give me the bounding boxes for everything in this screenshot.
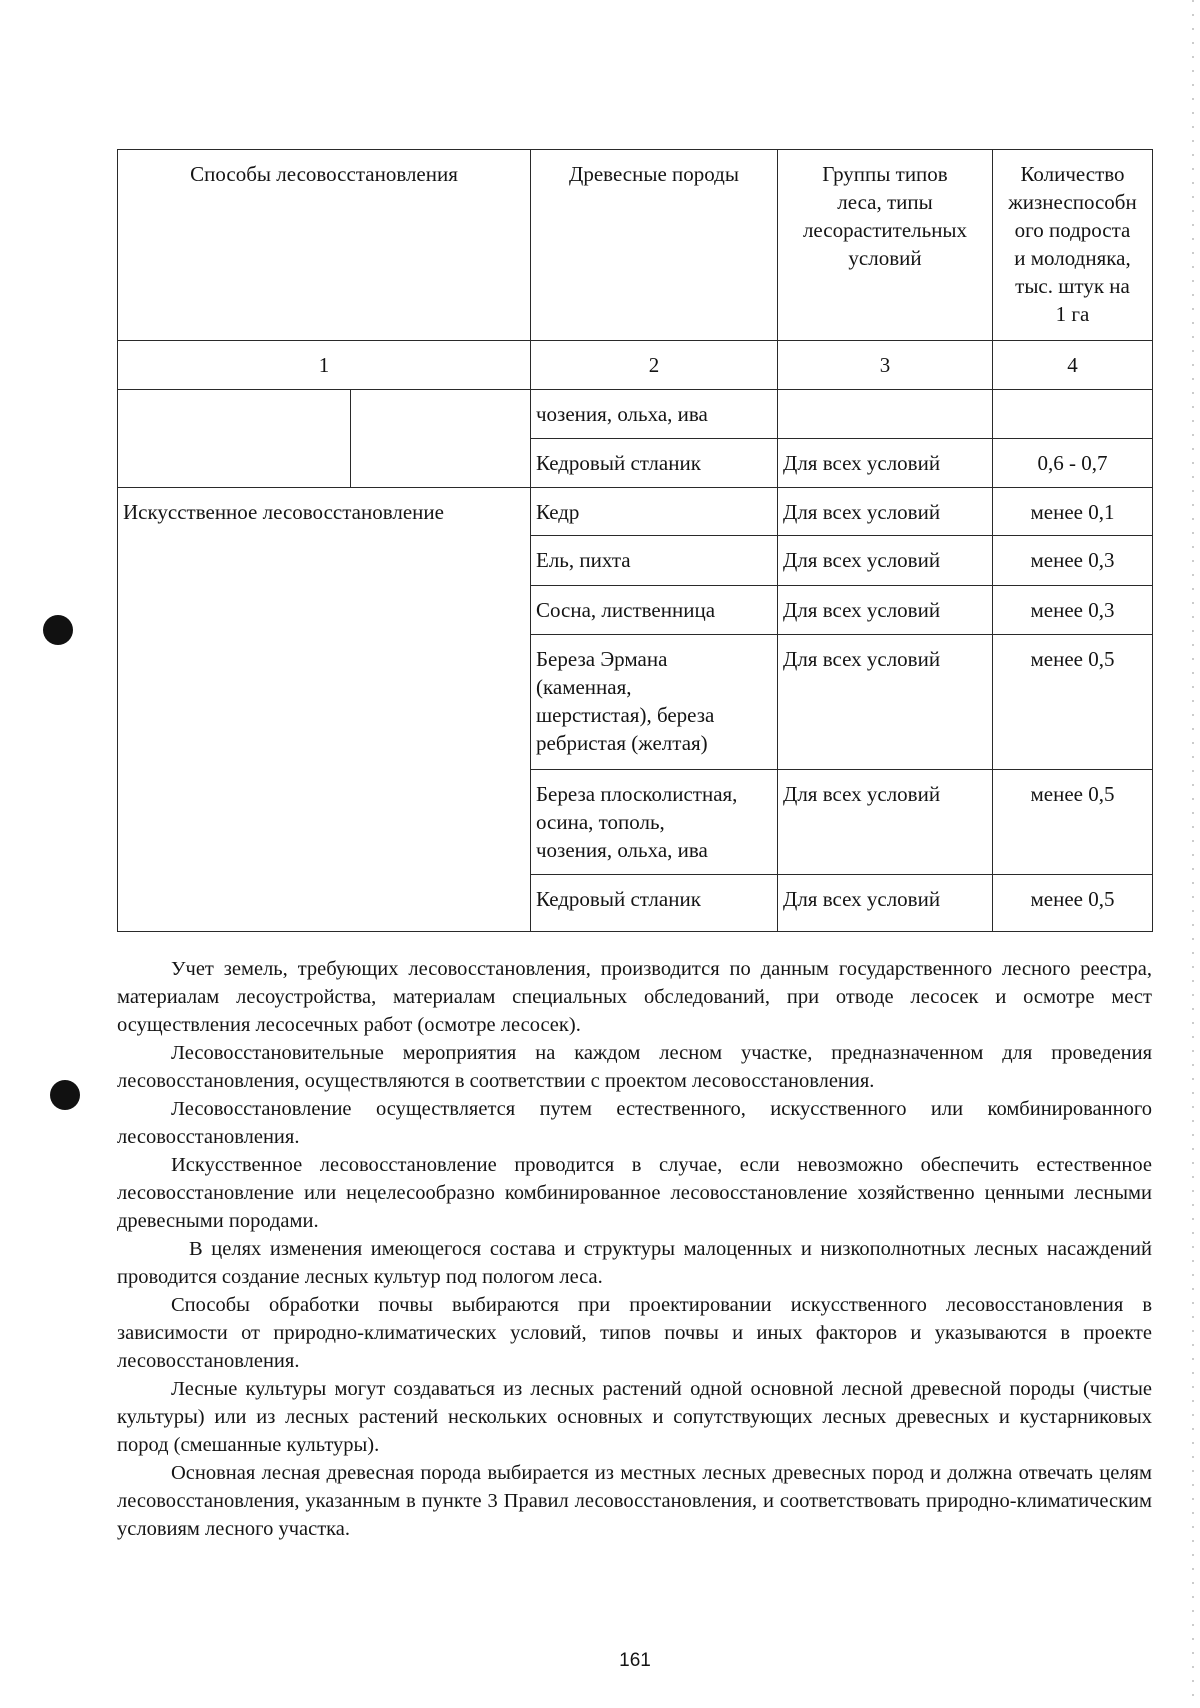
paragraph: Учет земель, требующих лесовосстановления, производится по данным государственного лесного реестра, материалам лесоустройства, материалам специальных обследований, при отводе лесосек и осмотре мест осуществления лесосечных работ (осмотре лесосек). [117,958,1152,1036]
header-methods: Способы лесовосстановления [118,150,531,341]
method-cell: Искусственное лесовосстановление [118,488,531,932]
conditions-cell: Для всех условий [778,770,993,875]
paragraph: Лесовосстановление осуществляется путем естественного, искусственного или комбинированного лесовосстановления. [117,1098,1152,1148]
quantity-cell [993,390,1153,439]
species-cell: Ель, пихта [531,536,778,586]
species-cell: Береза Эрмана (каменная, шерстистая), береза ребристая (желтая) [531,635,778,770]
conditions-cell [778,390,993,439]
quantity-cell: менее 0,5 [993,875,1153,932]
table-header-row [118,150,1153,341]
paragraph: Лесные культуры могут создаваться из лесных растений одной основной лесной древесной породы (чистые культуры) или из лесных растений нескольких основных и сопутствующих лесных древесных и кустарниковых пород (смешанные культуры). [117,1378,1152,1456]
paragraph: Основная лесная древесная порода выбирается из местных лесных древесных пород и должна отвечать целям лесовосстановления, указанным в пункте 3 Правил лесовосстановления, и соответствовать природно-климатическим условиям лесного участка. [117,1462,1152,1540]
quantity-cell: менее 0,1 [993,488,1153,536]
quantity-cell: менее 0,3 [993,536,1153,586]
species-cell: Кедровый стланик [531,875,778,932]
species-cell: чозения, ольха, ива [531,390,778,439]
conditions-cell: Для всех условий [778,875,993,932]
body-text [117,955,1152,1543]
quantity-cell: менее 0,5 [993,770,1153,875]
reforestation-table [117,149,1153,932]
conditions-cell: Для всех условий [778,536,993,586]
quantity-cell: 0,6 - 0,7 [993,439,1153,488]
scan-edge-marks [1192,0,1194,1708]
species-cell: Береза плосколистная, осина, тополь, чозения, ольха, ива [531,770,778,875]
empty-cell [351,390,531,488]
species-cell: Сосна, лиственница [531,586,778,635]
species-cell: Кедр [531,488,778,536]
header-species: Древесные породы [531,150,778,341]
conditions-cell: Для всех условий [778,439,993,488]
column-number: 4 [993,341,1153,390]
punch-hole [50,1080,80,1110]
table-number-row [118,341,1153,390]
header-forest-types: Группы типов леса, типы лесорастительных условий [778,150,993,341]
punch-hole [43,615,73,645]
paragraph: Лесовосстановительные мероприятия на каждом лесном участке, предназначенном для проведения лесовосстановления, осуществляются в соответствии с проектом лесовосстановления. [117,1042,1152,1092]
table-row [118,488,1153,536]
paragraph: В целях изменения имеющегося состава и структуры малоценных и низкополнотных лесных насаждений проводится создание лесных культур под пологом леса. [117,1238,1152,1288]
conditions-cell: Для всех условий [778,635,993,770]
column-number: 2 [531,341,778,390]
paragraph: Искусственное лесовосстановление проводится в случае, если невозможно обеспечить естественное лесовосстановление или нецелесообразно комбинированное лесовосстановление хозяйственно ценными лесными древесными породами. [117,1154,1152,1232]
paragraph: Способы обработки почвы выбираются при проектировании искусственного лесовосстановления в зависимости от природно-климатических условий, типов почвы и иных факторов и указываются в проекте лесовосстановления. [117,1294,1152,1372]
column-number: 3 [778,341,993,390]
table-row [118,390,1153,439]
species-cell: Кедровый стланик [531,439,778,488]
conditions-cell: Для всех условий [778,488,993,536]
quantity-cell: менее 0,5 [993,635,1153,770]
column-number: 1 [118,341,531,390]
empty-cell [118,390,351,488]
quantity-cell: менее 0,3 [993,586,1153,635]
page-number: 161 [619,1650,651,1671]
header-quantity: Количество жизнеспособн ого подроста и молодняка, тыс. штук на 1 га [993,150,1153,341]
conditions-cell: Для всех условий [778,586,993,635]
